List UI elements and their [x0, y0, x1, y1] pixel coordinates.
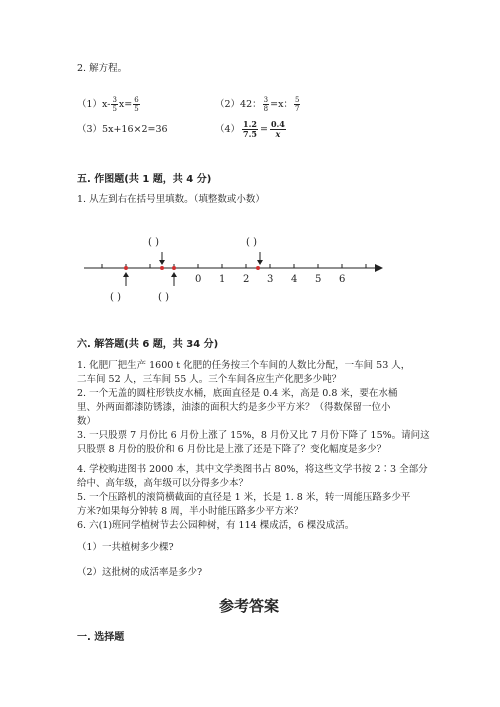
point-b — [160, 266, 164, 270]
question-line: 数） — [77, 416, 97, 427]
question-line: 6. 六(1)班同学植树节去公园种树，有 114 棵成活，6 棵没成活。 — [77, 520, 355, 531]
section-5-question: 1. 从左到右在括号里填数。（填整数或小数） — [77, 194, 265, 205]
equation-4: （4） $\frac{1.2}{7.5}$ = $\frac{0.4}{x}$ — [215, 119, 285, 139]
equation-1: （1）x- $\frac{3}{5}$ x= $\frac{6}{5}$ — [77, 96, 139, 113]
question-line: 4. 学校购进图书 2000 本，其中文学类图书占 80%，将这些文学书按 2∶3 全部分 — [77, 464, 428, 475]
equation-2: （2）42： $\frac{3}{8}$ =x： $\frac{5}{7}$ — [215, 96, 300, 113]
question-line: 2. 一个无盖的圆柱形铁皮水桶，底面直径是 0.4 米，高是 0.8 米，要在水桶 — [77, 388, 398, 399]
point-a — [124, 266, 128, 270]
tick-label: 5 — [315, 274, 322, 285]
sub-question-1: （1）一共植树多少棵? — [77, 542, 174, 553]
tick-label: 4 — [291, 274, 298, 285]
question-line: 方米?如果每分钟转 8 周，半小时能压路多少平方米？ — [77, 506, 304, 517]
question-line: 3. 一只股票 7 月份比 6 月份上涨了 15%，8 月份又比 7 月份下降了 15%。请问这 — [77, 430, 430, 441]
answer-title: 参考答案 — [219, 597, 280, 615]
axis-arrow — [375, 264, 383, 272]
section-5-heading: 五. 作图题(共 1 题，共 4 分) — [77, 174, 212, 185]
point-d — [256, 266, 260, 270]
paren-top-2: ( ) — [246, 237, 257, 248]
paren-top-1: ( ) — [148, 237, 159, 248]
point-c — [172, 266, 176, 270]
tick-label: 0 — [195, 274, 202, 285]
paren-bottom-1: ( ) — [110, 292, 121, 303]
question-line: 二车间 52 人，三车间 55 人。三个车间各应生产化肥多少吨？ — [77, 374, 342, 385]
section-6-heading: 六. 解答题(共 6 题，共 34 分) — [77, 339, 219, 350]
question-line: 只股票 8 月份的股价和 6 月份比是上涨了还是下降了？变化幅度是多少？ — [77, 444, 387, 455]
q2-title: 2. 解方程。 — [77, 63, 128, 74]
number-line — [0, 230, 500, 310]
question-line: 给中、高年级，高年级可以分得多少本？ — [77, 478, 249, 489]
equation-3: （3）5x+16×2=36 — [77, 124, 168, 135]
tick-label: 2 — [243, 274, 250, 285]
tick-label: 6 — [339, 274, 346, 285]
sub-question-2: （2）这批树的成活率是多少? — [77, 567, 203, 578]
question-line: 5. 一个压路机的滚筒横截面的直径是 1 米，长是 1. 8 米，转一周能压路多少平 — [77, 492, 411, 503]
tick-label: 3 — [267, 274, 274, 285]
answer-section-1: 一. 选择题 — [77, 632, 125, 643]
question-line: 里、外两面都漆防锈漆，油漆的面积大约是多少平方米？（得数保留一位小 — [77, 402, 391, 413]
paren-bottom-2: ( ) — [158, 292, 169, 303]
tick-label: 1 — [219, 274, 226, 285]
question-line: 1. 化肥厂把生产 1600 t 化肥的任务按三个车间的人数比分配，一车间 53 人， — [77, 360, 411, 371]
